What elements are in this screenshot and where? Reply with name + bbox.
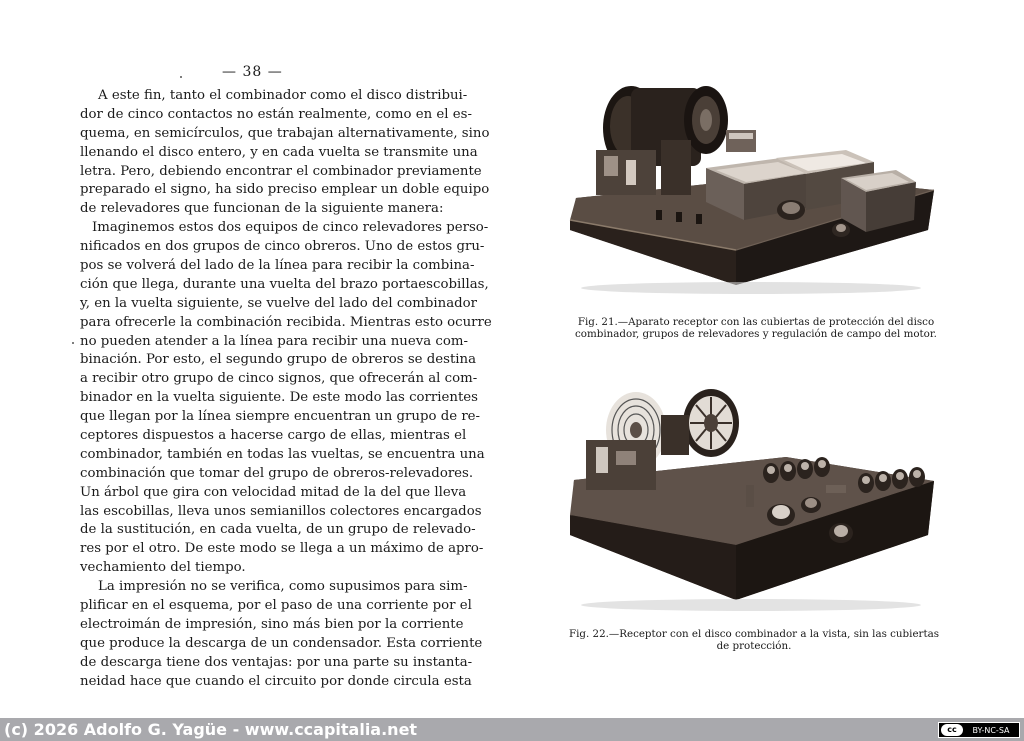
print-speck [180,76,182,78]
caption-line: Fig. 21.—Aparato receptor con las cubiertas de protección del disco [577,316,935,328]
license-badge[interactable] [938,722,1020,738]
figure-22-caption [566,628,942,652]
text-line: combinador, también en todas las vueltas, se encuentra una [80,446,485,462]
text-line: vechamiento del tiempo. [80,560,246,576]
text-line: nificados en dos grupos de cinco obreros. Uno de estos gru- [80,239,485,255]
text-line: ción que llega, durante una vuelta del brazo portaescobillas, [80,276,489,292]
body-text [80,87,492,692]
text-line: Imaginemos estos dos equipos de cinco relevadores perso- [92,220,489,236]
text-line: de relevadores que funcionan de la siguiente manera: [80,201,444,217]
text-line: plificar en el esquema, por el paso de una corriente por el [80,598,472,614]
text-line: las escobillas, lleva unos semianillos colectores encargados [80,503,482,519]
text-line: llenando el disco entero, y en cada vuelta se transmite una [80,144,478,160]
figure-22-image [566,385,936,613]
text-line: no pueden atender a la línea para recibir una nueva com- [80,333,468,349]
text-line: dor de cinco contactos no están realmente, como en el es- [80,106,472,122]
text-line: letra. Pero, debiendo encontrar el combinador previamente [80,163,482,179]
text-line: y, en la vuelta siguiente, se vuelve del lado del combinador [80,295,478,311]
text-line: de descarga tiene dos ventajas: por una parte su instanta- [80,654,473,670]
print-speck [72,342,74,344]
caption-line: combinador, grupos de relevadores y regulación de campo del motor. [575,328,937,340]
caption-line: de protección. [716,640,792,652]
text-line: que llegan por la línea siempre encuentran un grupo de re- [80,409,481,425]
text-line: ceptores dispuestos a hacerse cargo de ellas, mientras el [80,428,467,444]
text-line: binación. Por esto, el segundo grupo de obreros se destina [80,352,477,368]
text-line: res por el otro. De este modo se llega a un máximo de apro- [80,541,484,557]
license-terms: BY-NC-SA [972,725,1010,735]
text-line: preparado el signo, ha sido preciso emplear un doble equipo [80,182,490,198]
text-line: para ofrecerle la combinación recibida. Mientras esto ocurre [80,314,492,330]
cc-icon: cc [941,724,963,736]
text-line: binador en la vuelta siguiente. De este modo las corrientes [80,390,478,406]
text-line: que produce la descarga de un condensador. Esta corriente [80,635,483,651]
figure-21-caption [570,316,942,340]
text-line: La impresión no se verifica, como supusimos para sim- [98,579,468,595]
left-page [0,0,512,718]
text-line: electroimán de impresión, sino más bien por la corriente [80,616,464,632]
footer-bar [0,718,1024,741]
text-line: combinación que tomar del grupo de obreros-relevadores. [80,465,474,481]
figure-21-image [566,80,936,295]
caption-line: Fig. 22.—Receptor con el disco combinador a la vista, sin las cubiertas [568,628,940,640]
text-line: de la sustitución, en cada vuelta, de un grupo de relevado- [80,522,476,538]
text-line: neidad hace que cuando el circuito por donde circula esta [80,673,472,689]
text-line: a recibir otro grupo de cinco signos, que ofrecerán al com- [80,371,478,387]
footer-credit: (c) 2026 Adolfo G. Yagüe - www.ccapitalia.net [4,720,418,739]
text-line: A este fin, tanto el combinador como el disco distribui- [98,88,468,103]
text-line: quema, en semicírculos, que trabajan alternativamente, sino [80,125,490,141]
text-line: Un árbol que gira con velocidad mitad de la del que lleva [80,484,467,500]
text-line: pos se volverá del lado de la línea para recibir la combina- [80,258,475,274]
page-number: — 38 — [222,64,283,80]
